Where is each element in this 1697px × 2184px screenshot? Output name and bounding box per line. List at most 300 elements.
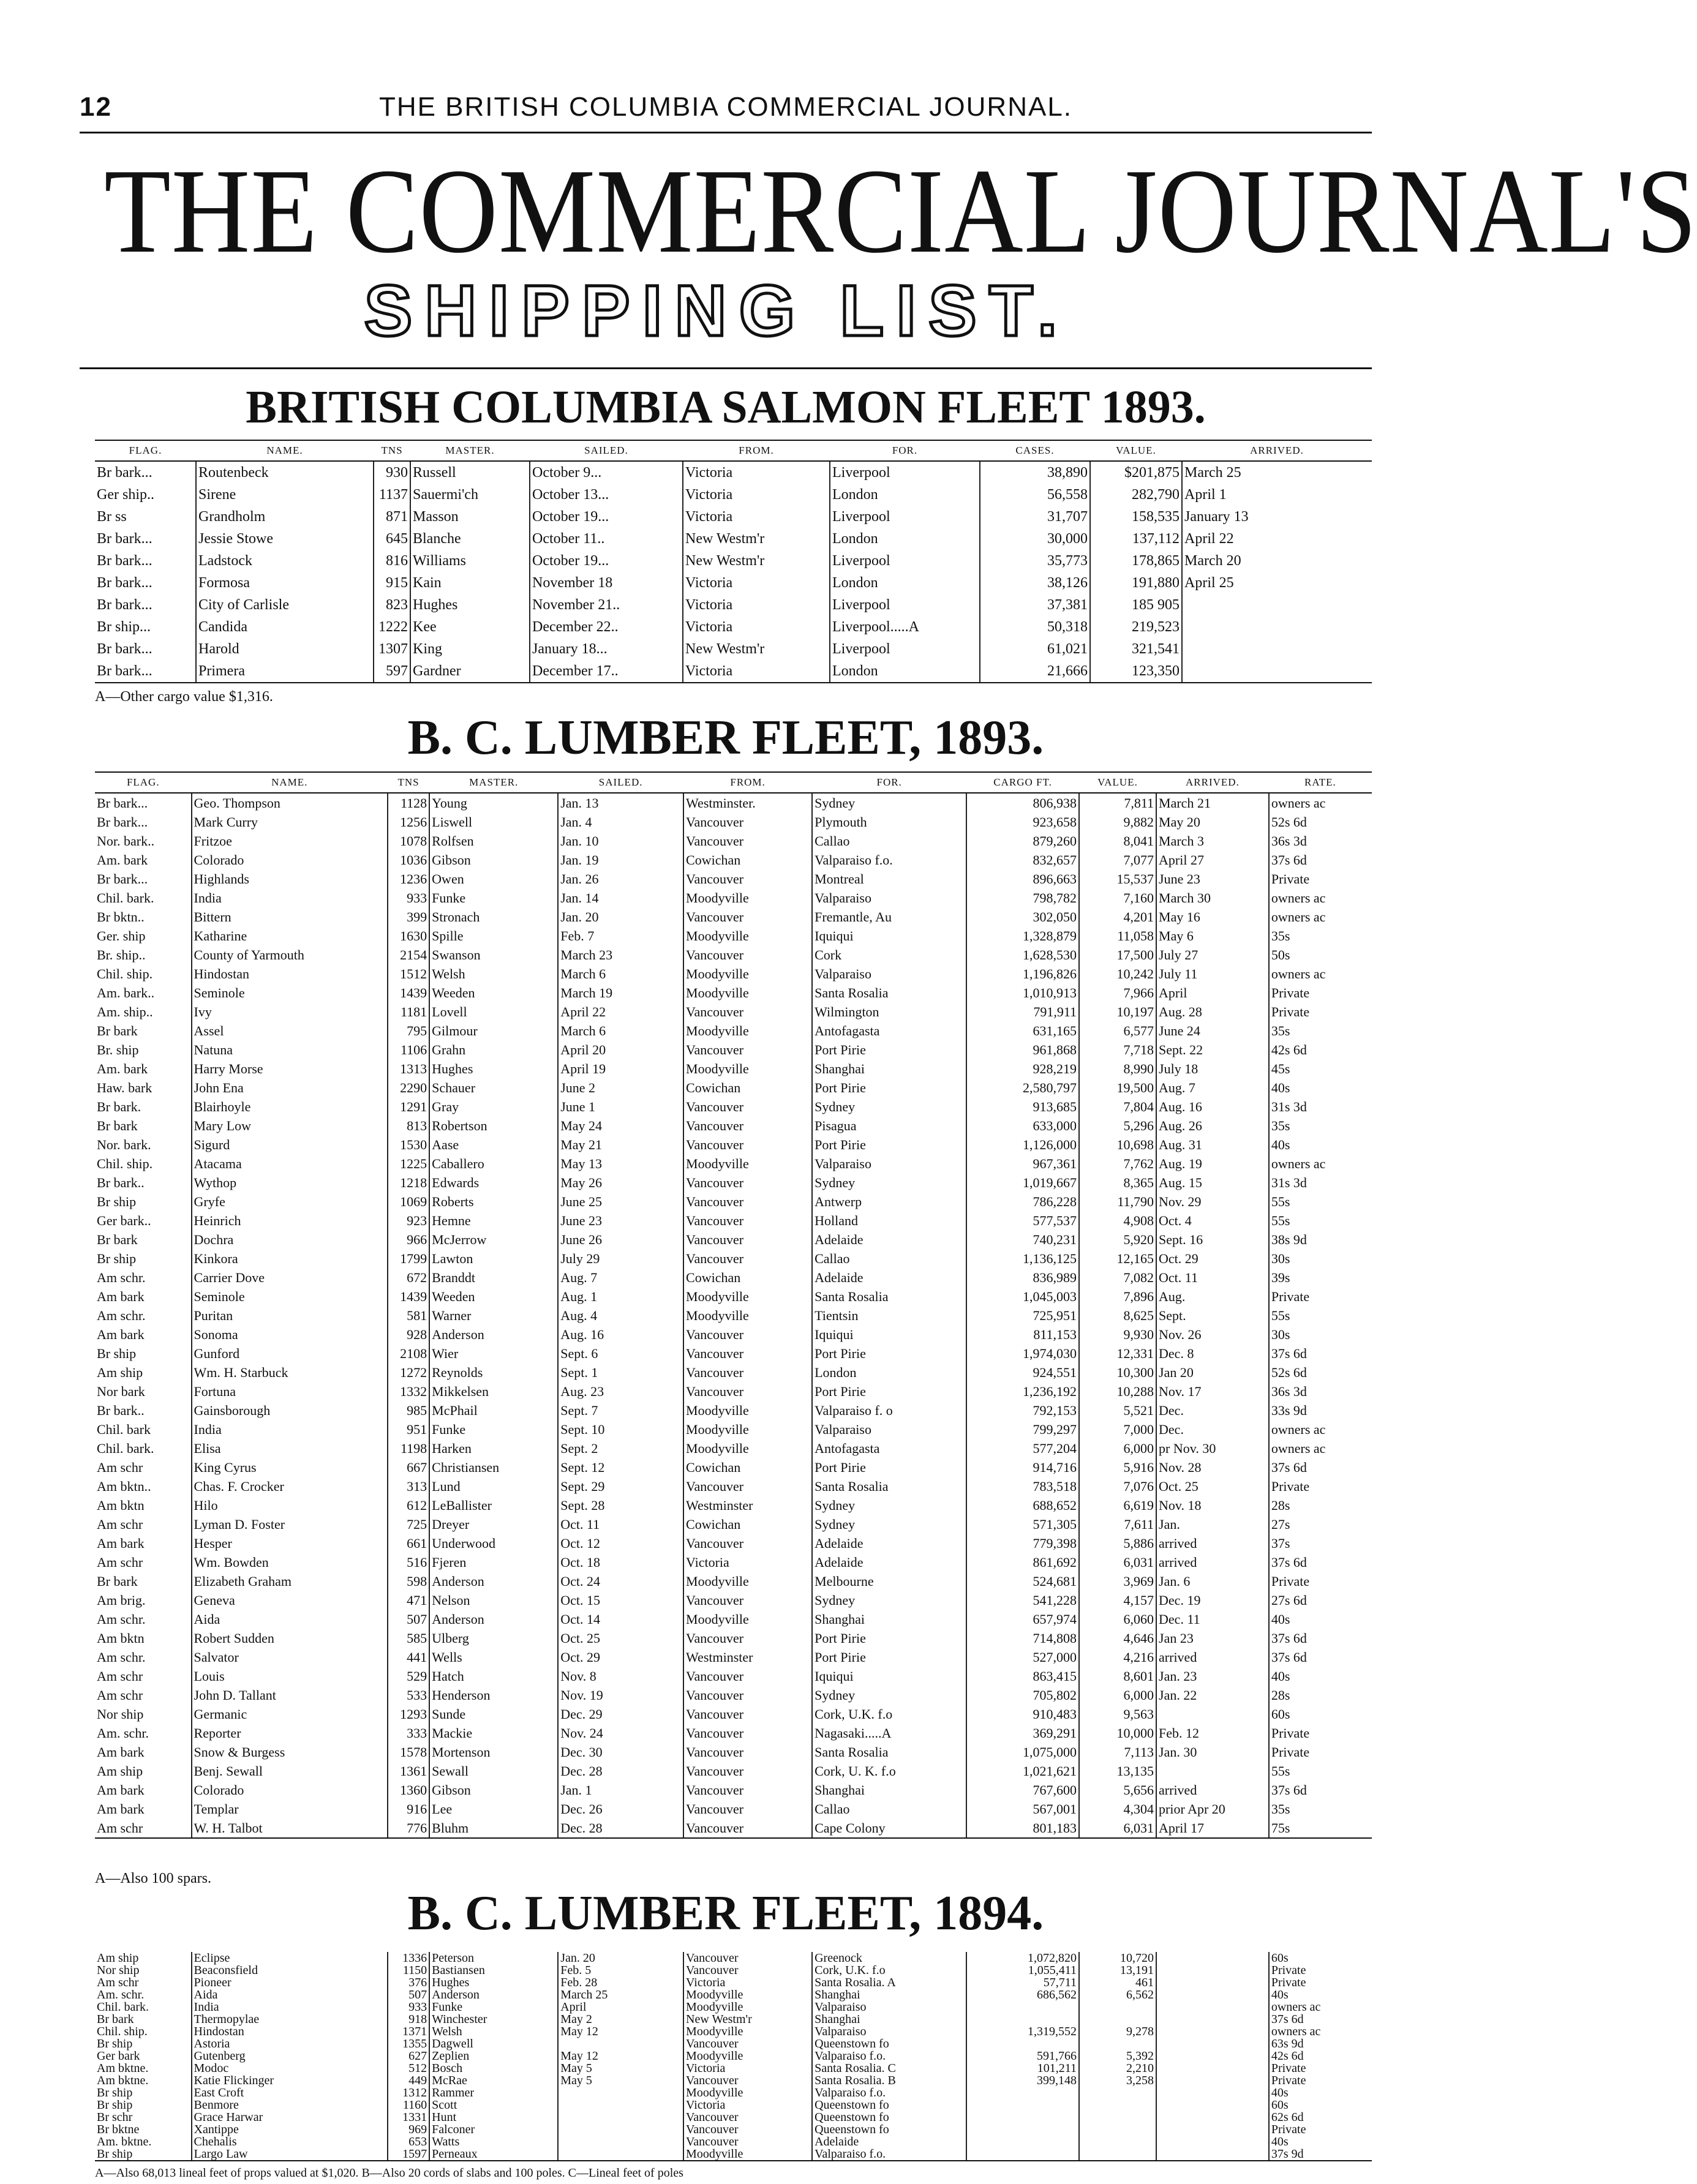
table-cell: 1332 (388, 1382, 429, 1401)
table-cell: Br ship (97, 1251, 137, 1266)
table-cell: McJerrow (429, 1230, 558, 1249)
table-cell: 813 (388, 1116, 429, 1135)
table-cell: Mary Low (192, 1116, 388, 1135)
table-cell: 38s 9d (1269, 1230, 1372, 1249)
table-row (95, 1116, 1372, 1135)
table-cell: Oct. 12 (558, 1534, 683, 1553)
table-cell: Seminole (192, 983, 388, 1002)
table-cell: 1313 (388, 1059, 429, 1078)
table-row (95, 1230, 1372, 1249)
table-cell: W. H. Talbot (192, 1818, 388, 1838)
table-cell: April 17 (1156, 1818, 1269, 1838)
table-cell: Sept. 2 (558, 1439, 683, 1458)
table-cell: June 2 (558, 1078, 683, 1097)
table-cell: 52s 6d (1269, 812, 1372, 831)
table-cell: Highlands (192, 869, 388, 888)
table-cell: Aug. 1 (558, 1287, 683, 1306)
table-cell: March 20 (1182, 550, 1372, 572)
table-cell: Br bark... (97, 597, 152, 613)
table-cell: 101,211 (966, 2062, 1079, 2074)
table-row (95, 812, 1372, 831)
table-cell: Elisa (192, 1439, 388, 1458)
table-cell: 597 (374, 660, 410, 683)
table-cell: 1272 (388, 1363, 429, 1382)
table-cell: Cork, U. K. f.o (812, 1762, 966, 1781)
table-cell: May 26 (558, 1173, 683, 1192)
table-cell: Am schr (97, 1668, 143, 1684)
table-cell (1156, 1989, 1269, 2001)
table-cell: 4,304 (1079, 1799, 1156, 1818)
table-row (95, 1496, 1372, 1515)
table-cell: Br bark... (97, 553, 152, 569)
table-cell: Wm. Bowden (192, 1553, 388, 1572)
table-row (95, 1477, 1372, 1496)
table-cell: Aug. 7 (1156, 1078, 1269, 1097)
table-cell: 645 (374, 528, 410, 550)
table-cell: Adelaide (812, 2136, 966, 2148)
table-cell: owners ac (1269, 2001, 1372, 2013)
table-cell: Sigurd (192, 1135, 388, 1154)
table-cell: Sept. 29 (558, 1477, 683, 1496)
table-cell: Am bark (97, 1744, 145, 1760)
table-cell: Christiansen (429, 1458, 558, 1477)
table-cell: 1371 (388, 2025, 429, 2038)
table-cell: 6,577 (1079, 1021, 1156, 1040)
table-cell: 801,183 (966, 1818, 1079, 1838)
table-cell: Callao (812, 1249, 966, 1268)
table-row (95, 2025, 1372, 2038)
table-cell: Oct. 25 (1156, 1477, 1269, 1496)
table-cell: Fremantle, Au (812, 907, 966, 926)
table-cell: Valparaiso f. o (812, 1401, 966, 1420)
table-cell: Oct. 18 (558, 1553, 683, 1572)
table-cell: Santa Rosalia. A (812, 1976, 966, 1989)
table-cell: Am bktn (97, 1630, 145, 1646)
table-cell: 35s (1269, 1116, 1372, 1135)
table-cell: Br schr (97, 2111, 133, 2124)
table-cell: Dec. 28 (558, 1818, 683, 1838)
table-cell: Anderson (429, 1572, 558, 1591)
table-cell: Montreal (812, 869, 966, 888)
table-row (95, 1743, 1372, 1762)
table-cell: Adelaide (812, 1534, 966, 1553)
table-cell: 823 (374, 594, 410, 616)
table-cell: 185 905 (1090, 594, 1182, 616)
table-cell: Geneva (192, 1591, 388, 1610)
table-cell: Private (1269, 1964, 1372, 1976)
table-cell: Moodyville (683, 1572, 812, 1591)
table-cell: Rolfsen (429, 831, 558, 850)
table-cell: Oct. 24 (558, 1572, 683, 1591)
table-cell: March 6 (558, 964, 683, 983)
table-row (95, 1686, 1372, 1705)
table-cell: Iquiqui (812, 1667, 966, 1686)
table-cell: 2154 (388, 945, 429, 964)
table-cell: Wells (429, 1648, 558, 1667)
table-cell: 42s 6d (1269, 2050, 1372, 2062)
table-cell: 930 (374, 461, 410, 484)
table-cell: Fritzoe (192, 831, 388, 850)
table-cell: India (192, 1420, 388, 1439)
table-cell: Port Pirie (812, 1648, 966, 1667)
page-subtitle: SHIPPING LIST. (364, 271, 1070, 351)
table-cell: Santa Rosalia (812, 983, 966, 1002)
table-cell: 45s (1269, 1059, 1372, 1078)
table-cell: Am schr. (97, 1649, 146, 1665)
table-cell: 577,537 (966, 1211, 1079, 1230)
table-cell: London (812, 1363, 966, 1382)
table-cell: Am schr. (97, 1308, 146, 1323)
table-cell: January 18... (530, 638, 683, 660)
table-cell: Dec. 19 (1156, 1591, 1269, 1610)
table-cell: April (1156, 983, 1269, 1002)
table-cell: 9,563 (1079, 1705, 1156, 1724)
table-cell: Vancouver (683, 945, 812, 964)
table-cell: 219,523 (1090, 616, 1182, 638)
table-cell: 861,692 (966, 1553, 1079, 1572)
table-cell: Br bark (97, 1118, 138, 1133)
table-cell (1156, 2148, 1269, 2161)
table-cell: Scott (429, 2099, 558, 2111)
table-cell: Victoria (683, 660, 830, 683)
table-cell: Vancouver (683, 1534, 812, 1553)
table-cell: 1,196,826 (966, 964, 1079, 983)
table-cell: Grahn (429, 1040, 558, 1059)
table-cell: 8,990 (1079, 1059, 1156, 1078)
table-row (95, 2001, 1372, 2013)
table-cell: Benmore (192, 2099, 388, 2111)
table-cell: 10,197 (1079, 1002, 1156, 1021)
table-cell: Shanghai (812, 1610, 966, 1629)
table-cell: Benj. Sewall (192, 1762, 388, 1781)
table-cell: 923,658 (966, 812, 1079, 831)
table-cell: Wythop (192, 1173, 388, 1192)
table-cell: Vancouver (683, 2111, 812, 2123)
table-cell: Zeplien (429, 2050, 558, 2062)
table-cell: 661 (388, 1534, 429, 1553)
table-cell: 686,562 (966, 1989, 1079, 2001)
table-cell: 3,969 (1079, 1572, 1156, 1591)
table-cell (966, 2087, 1079, 2099)
table-cell: Anderson (429, 1325, 558, 1344)
table-cell: Adelaide (812, 1268, 966, 1287)
table-cell: 39s (1269, 1268, 1372, 1287)
table-cell: 7,896 (1079, 1287, 1156, 1306)
table-cell: 1,126,000 (966, 1135, 1079, 1154)
table-cell: Anderson (429, 1989, 558, 2001)
table-cell: 399,148 (966, 2074, 1079, 2087)
table-cell: New Westm'r (683, 550, 830, 572)
table-cell: Private (1269, 869, 1372, 888)
table-cell: 1,021,621 (966, 1762, 1079, 1781)
table-cell: Aug. 15 (1156, 1173, 1269, 1192)
table-cell: Gutenberg (192, 2050, 388, 2062)
table-cell: owners ac (1269, 964, 1372, 983)
table-cell: 2108 (388, 1344, 429, 1363)
table-cell: Moodyville (683, 2050, 812, 2062)
table-cell: Am schr (97, 1517, 143, 1532)
table-cell: Moodyville (683, 1401, 812, 1420)
table-row (95, 850, 1372, 869)
table-cell: Br ship (95, 2148, 192, 2161)
table-cell: Moodyville (683, 2087, 812, 2099)
column-header: CASES. (980, 440, 1090, 461)
table-cell: Sonoma (192, 1325, 388, 1344)
table-cell: Ivy (192, 1002, 388, 1021)
table-cell: Gardner (410, 660, 530, 683)
table-cell: Oct. 14 (558, 1610, 683, 1629)
table-cell: May 12 (558, 2050, 683, 2062)
table-cell: 56,558 (980, 484, 1090, 506)
table-cell: Shanghai (812, 1989, 966, 2001)
table-cell: June 1 (558, 1097, 683, 1116)
table-cell (1156, 2087, 1269, 2099)
table-cell: 471 (388, 1591, 429, 1610)
table-cell: 6,000 (1079, 1686, 1156, 1705)
table-cell: 37,381 (980, 594, 1090, 616)
table-cell: Nov. 18 (1156, 1496, 1269, 1515)
table-cell: 798,782 (966, 888, 1079, 907)
table-row (95, 793, 1372, 812)
table-cell: 740,231 (966, 1230, 1079, 1249)
table-cell: owners ac (1269, 888, 1372, 907)
table-row (95, 572, 1372, 594)
table-cell: Colorado (192, 850, 388, 869)
table-cell (1079, 2136, 1156, 2148)
table-cell (1079, 2013, 1156, 2025)
table-cell: Lawton (429, 1249, 558, 1268)
table-cell: Vancouver (683, 869, 812, 888)
table-cell: Victoria (683, 484, 830, 506)
table-cell: Br ship (97, 1194, 137, 1209)
table-cell: Sept. 6 (558, 1344, 683, 1363)
table-cell (558, 2148, 683, 2161)
table-cell: 928,219 (966, 1059, 1079, 1078)
table-cell: Primera (196, 660, 374, 683)
table-cell: Jan 20 (1156, 1363, 1269, 1382)
table-cell: 633,000 (966, 1116, 1079, 1135)
table-cell: 811,153 (966, 1325, 1079, 1344)
table-cell: Private (1269, 1724, 1372, 1743)
table-cell: October 9... (530, 461, 683, 484)
table-cell: 37s 9d (1269, 2148, 1372, 2161)
table-row (95, 461, 1372, 484)
table-cell: 7,113 (1079, 1743, 1156, 1762)
table-cell: 4,216 (1079, 1648, 1156, 1667)
table-cell: Eclipse (192, 1952, 388, 1964)
table-cell: Br. ship.. (97, 947, 146, 963)
table-cell: 399 (388, 907, 429, 926)
table-cell: Vancouver (683, 907, 812, 926)
table-cell: Valparaiso (812, 888, 966, 907)
table-cell: 27s (1269, 1515, 1372, 1534)
table-cell: Schauer (429, 1078, 558, 1097)
table-row (95, 888, 1372, 907)
table-row (95, 1002, 1372, 1021)
table-cell: 37s 6d (1269, 1629, 1372, 1648)
table-cell: Br ship (97, 2086, 133, 2100)
table-cell: 75s (1269, 1818, 1372, 1838)
lumber-1893-table (95, 771, 1372, 1839)
table-cell: 725,951 (966, 1306, 1079, 1325)
table-cell: New Westm'r (683, 638, 830, 660)
table-cell: Valparaiso (812, 2025, 966, 2038)
table-cell: Am. schr. (97, 1725, 149, 1741)
table-cell: 1,628,530 (966, 945, 1079, 964)
table-cell: Tientsin (812, 1306, 966, 1325)
table-cell: March 3 (1156, 831, 1269, 850)
table-cell: Chil. ship. (97, 2025, 148, 2038)
table-cell: Jan. 26 (558, 869, 683, 888)
table-cell (1079, 2111, 1156, 2123)
table-row (95, 2111, 1372, 2123)
table-row (95, 1040, 1372, 1059)
table-cell: June 24 (1156, 1021, 1269, 1040)
table-cell: Adelaide (812, 1553, 966, 1572)
table-cell: 577,204 (966, 1439, 1079, 1458)
table-cell: 1,075,000 (966, 1743, 1079, 1762)
table-cell: 795 (388, 1021, 429, 1040)
table-cell: Harry Morse (192, 1059, 388, 1078)
table-cell: December 22.. (530, 616, 683, 638)
table-cell: Beaconsfield (192, 1964, 388, 1976)
table-cell: Nov. 19 (558, 1686, 683, 1705)
table-cell: Am schr (97, 1460, 143, 1475)
table-cell: 792,153 (966, 1401, 1079, 1420)
table-cell: Ger. ship (97, 928, 146, 944)
table-cell: 7,076 (1079, 1477, 1156, 1496)
table-row (95, 2050, 1372, 2062)
table-cell: Vancouver (683, 1705, 812, 1724)
table-cell: King (410, 638, 530, 660)
table-row (95, 2087, 1372, 2099)
table-cell: January 13 (1182, 506, 1372, 528)
table-row (95, 1515, 1372, 1534)
table-cell: 10,300 (1079, 1363, 1156, 1382)
table-cell: Vancouver (683, 1325, 812, 1344)
table-cell (1156, 2111, 1269, 2123)
table-cell: 35,773 (980, 550, 1090, 572)
table-cell: 961,868 (966, 1040, 1079, 1059)
table-row (95, 1325, 1372, 1344)
table-cell: owners ac (1269, 907, 1372, 926)
table-cell: 667 (388, 1458, 429, 1477)
table-cell: 40s (1269, 2136, 1372, 2148)
table-cell (1156, 2123, 1269, 2136)
table-cell: 449 (388, 2074, 429, 2087)
table-cell: Aug. 4 (558, 1306, 683, 1325)
table-row (95, 1976, 1372, 1989)
table-cell: Br bktne (97, 2123, 140, 2136)
table-row (95, 1211, 1372, 1230)
table-cell: 60s (1269, 1952, 1372, 1964)
table-cell: Funke (429, 2001, 558, 2013)
table-cell: 1236 (388, 869, 429, 888)
salmon-top-rule (80, 367, 1372, 369)
table-cell: Santa Rosalia (812, 1287, 966, 1306)
table-cell: Vancouver (683, 2123, 812, 2136)
table-cell: Vancouver (683, 2038, 812, 2050)
table-cell: Queenstown fo (812, 2111, 966, 2123)
table-cell: Br bark. (97, 1099, 141, 1114)
table-row (95, 638, 1372, 660)
table-cell: Am. bark (97, 852, 148, 868)
table-cell: Nov. 17 (1156, 1382, 1269, 1401)
table-cell: April 1 (1182, 484, 1372, 506)
table-cell: 5,392 (1079, 2050, 1156, 2062)
column-header: FOR. (812, 772, 966, 793)
table-cell: 1360 (388, 1781, 429, 1799)
table-cell: 1,328,879 (966, 926, 1079, 945)
table-cell: Heinrich (192, 1211, 388, 1230)
table-cell: Vancouver (683, 1040, 812, 1059)
table-cell: 1530 (388, 1135, 429, 1154)
table-cell: Chil. ship. (97, 966, 153, 981)
table-cell: 63s 9d (1269, 2038, 1372, 2050)
table-cell (558, 2111, 683, 2123)
table-cell: Am bktne. (97, 2074, 149, 2087)
table-cell: Br bark... (97, 575, 152, 591)
table-cell (966, 2136, 1079, 2148)
table-cell: Sept. 28 (558, 1496, 683, 1515)
table-cell: Vancouver (683, 2074, 812, 2087)
table-cell: 10,242 (1079, 964, 1156, 983)
table-cell: Nor bark (97, 1384, 145, 1399)
page-number: 12 (80, 92, 112, 122)
table-cell (1182, 616, 1372, 638)
table-cell: 985 (388, 1401, 429, 1420)
table-cell: 38,890 (980, 461, 1090, 484)
column-header: FROM. (683, 772, 812, 793)
table-cell: 5,296 (1079, 1116, 1156, 1135)
table-cell: 1312 (388, 2087, 429, 2099)
table-cell: Liverpool.....A (830, 616, 980, 638)
table-row (95, 1964, 1372, 1976)
table-cell: Sept. 7 (558, 1401, 683, 1420)
table-cell: Br bark... (97, 814, 148, 830)
table-cell: Br bark (97, 1023, 138, 1038)
table-cell: 598 (388, 1572, 429, 1591)
table-cell: Lund (429, 1477, 558, 1496)
table-cell: 19,500 (1079, 1078, 1156, 1097)
table-cell: November 18 (530, 572, 683, 594)
table-cell: 10,720 (1079, 1952, 1156, 1964)
table-cell: Russell (410, 461, 530, 484)
table-cell: Astoria (192, 2038, 388, 2050)
column-header: CARGO FT. (966, 772, 1079, 793)
table-cell: 6,000 (1079, 1439, 1156, 1458)
table-cell: 158,535 (1090, 506, 1182, 528)
table-cell: April 27 (1156, 850, 1269, 869)
table-cell: Vancouver (683, 2136, 812, 2148)
table-cell: Sydney (812, 1591, 966, 1610)
lumber-1894-footnote: A—Also 68,013 lineal feet of props valued at $1,020. B—Also 20 cords of slabs and 100 poles. C—Lineal feet of poles (95, 2166, 683, 2180)
table-cell: 376 (388, 1976, 429, 1989)
table-cell: Moodyville (683, 1989, 812, 2001)
table-cell: 8,365 (1079, 1173, 1156, 1192)
table-cell: 951 (388, 1420, 429, 1439)
table-cell: July 18 (1156, 1059, 1269, 1078)
table-cell: Sydney (812, 1496, 966, 1515)
table-cell: June 23 (558, 1211, 683, 1230)
table-cell: Br bark... (97, 531, 152, 547)
table-cell: King Cyrus (192, 1458, 388, 1477)
table-cell: 1331 (388, 2111, 429, 2123)
table-cell: Ulberg (429, 1629, 558, 1648)
table-cell (1079, 2001, 1156, 2013)
table-cell: 529 (388, 1667, 429, 1686)
table-cell: 879,260 (966, 831, 1079, 850)
